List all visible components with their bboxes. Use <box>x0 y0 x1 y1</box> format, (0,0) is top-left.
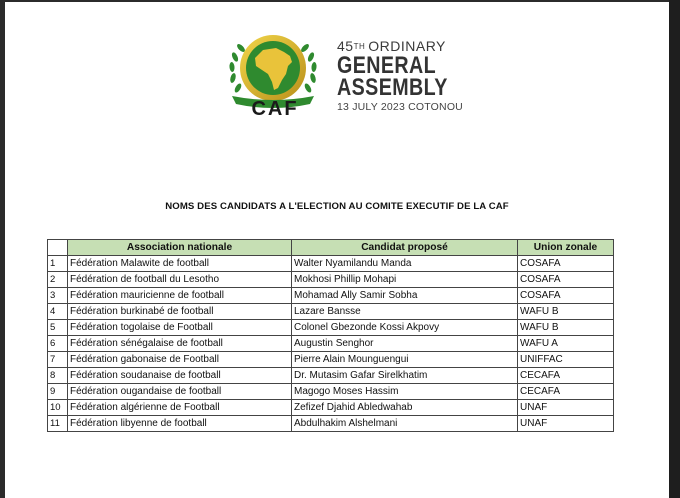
table-row <box>48 336 614 352</box>
row-association: Fédération libyenne de football <box>68 416 292 432</box>
row-candidate: Mohamad Ally Samir Sobha <box>292 288 518 304</box>
row-union: UNAF <box>518 400 614 416</box>
row-union: WAFU B <box>518 320 614 336</box>
row-index: 9 <box>48 384 68 400</box>
row-candidate: Magogo Moses Hassim <box>292 384 518 400</box>
row-association: Fédération gabonaise de Football <box>68 352 292 368</box>
document-title: NOMS DES CANDIDATS A L'ELECTION AU COMITE EXECUTIF DE LA CAF <box>165 201 509 212</box>
row-index: 10 <box>48 400 68 416</box>
row-association: Fédération algérienne de Football <box>68 400 292 416</box>
table-row <box>48 368 614 384</box>
assembly-ordinary: ORDINARY <box>368 38 446 54</box>
row-candidate: Walter Nyamilandu Manda <box>292 256 518 272</box>
row-index: 6 <box>48 336 68 352</box>
caf-wordmark: CAF <box>251 98 299 120</box>
table-row <box>48 288 614 304</box>
table-row <box>48 272 614 288</box>
row-index: 4 <box>48 304 68 320</box>
row-association: Fédération ougandaise de football <box>68 384 292 400</box>
row-index: 8 <box>48 368 68 384</box>
row-index: 11 <box>48 416 68 432</box>
table-row <box>48 256 614 272</box>
row-union: WAFU A <box>518 336 614 352</box>
row-candidate: Lazare Bansse <box>292 304 518 320</box>
row-union: COSAFA <box>518 256 614 272</box>
table-row <box>48 384 614 400</box>
row-candidate: Dr. Mutasim Gafar Sirelkhatim <box>292 368 518 384</box>
row-association: Fédération soudanaise de football <box>68 368 292 384</box>
row-candidate: Colonel Gbezonde Kossi Akpovy <box>292 320 518 336</box>
row-association: Fédération mauricienne de football <box>68 288 292 304</box>
row-candidate: Pierre Alain Mounguengui <box>292 352 518 368</box>
assembly-suffix: TH <box>353 42 366 51</box>
table-row <box>48 400 614 416</box>
row-index: 1 <box>48 256 68 272</box>
table-row <box>48 320 614 336</box>
table-row <box>48 352 614 368</box>
table-row <box>48 416 614 432</box>
table-header-row <box>48 240 614 256</box>
row-index: 5 <box>48 320 68 336</box>
row-association: Fédération burkinabé de football <box>68 304 292 320</box>
row-candidate: Zefizef Djahid Abledwahab <box>292 400 518 416</box>
assembly-number: 45 <box>337 38 354 54</box>
row-index: 7 <box>48 352 68 368</box>
row-union: CECAFA <box>518 384 614 400</box>
candidates-table <box>47 239 614 432</box>
row-candidate: Mokhosi Phillip Mohapi <box>292 272 518 288</box>
header-association: Association nationale <box>68 240 292 256</box>
assembly-general: GENERAL <box>337 52 437 79</box>
header-index <box>48 240 68 256</box>
header-union: Union zonale <box>518 240 614 256</box>
document-page <box>5 2 669 498</box>
row-union: COSAFA <box>518 288 614 304</box>
row-association: Fédération togolaise de Football <box>68 320 292 336</box>
screen-edge <box>669 0 680 498</box>
assembly-date-place: 13 JULY 2023 COTONOU <box>337 101 463 113</box>
row-association: Fédération sénégalaise de football <box>68 336 292 352</box>
assembly-assembly: ASSEMBLY <box>337 74 448 101</box>
row-index: 2 <box>48 272 68 288</box>
row-union: UNAF <box>518 416 614 432</box>
table-row <box>48 304 614 320</box>
row-index: 3 <box>48 288 68 304</box>
row-candidate: Augustin Senghor <box>292 336 518 352</box>
row-association: Fédération de football du Lesotho <box>68 272 292 288</box>
assembly-heading <box>337 38 477 126</box>
row-union: CECAFA <box>518 368 614 384</box>
row-association: Fédération Malawite de football <box>68 256 292 272</box>
header-candidate: Candidat proposé <box>292 240 518 256</box>
row-union: COSAFA <box>518 272 614 288</box>
row-union: UNIFFAC <box>518 352 614 368</box>
row-union: WAFU B <box>518 304 614 320</box>
row-candidate: Abdulhakim Alshelmani <box>292 416 518 432</box>
